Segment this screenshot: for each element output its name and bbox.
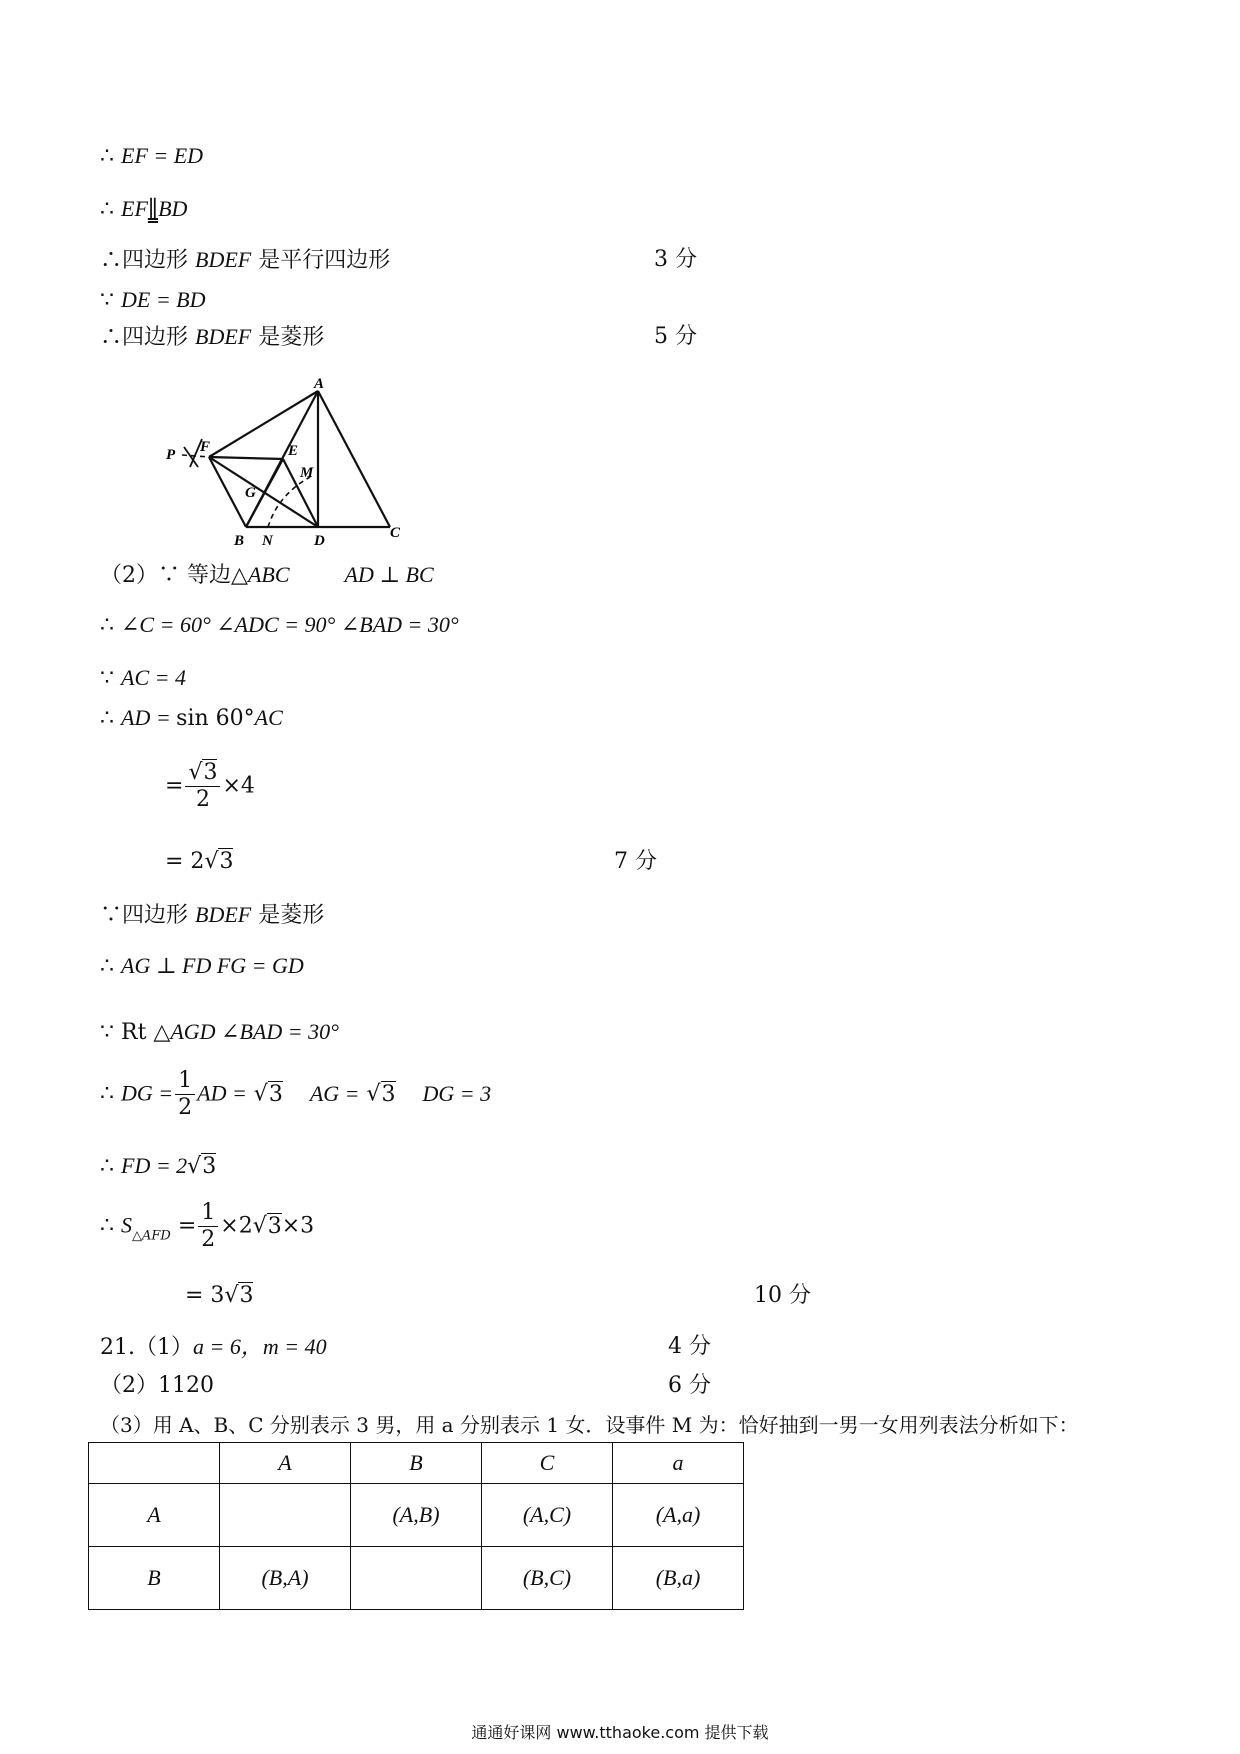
- q21-part3: （3）用 A、B、C 分别表示 3 男，用 a 分别表示 1 女．设事件 M 为：恰好抽到一男一女用列表法分析如下：: [100, 1413, 1079, 1437]
- part2-line-13: = 3√3: [185, 1283, 254, 1308]
- outcome-table: [88, 1442, 744, 1610]
- label-C: C: [390, 525, 401, 541]
- part2-line-12: ∴ $S_{\triangle AFD}$ = $\frac{1}{2}$ ×2√3×3: [100, 1200, 315, 1252]
- table-cell: a: [613, 1443, 744, 1484]
- table-cell: [220, 1484, 351, 1547]
- table-row: [89, 1484, 744, 1547]
- label-F: F: [200, 439, 211, 455]
- label-A: A: [314, 376, 325, 392]
- part2-heading: （2）∵ 等边△ABC AD ⊥ BC: [100, 562, 434, 588]
- label-N: N: [262, 533, 273, 549]
- label-P: P: [166, 447, 176, 463]
- part2-line-8: ∴ AG ⊥ FD FG = GD: [100, 953, 304, 979]
- score-7: 7 分: [614, 849, 657, 874]
- part2-line-5: = $\frac{√3}{2}$ ×4: [165, 760, 255, 812]
- table-cell: [89, 1443, 220, 1484]
- proof-line-3: ∴四边形 BDEF 是平行四边形: [100, 247, 391, 273]
- q21-part1: 21.（1）a = 6，m = 40: [100, 1334, 327, 1360]
- table-cell: (A,a): [613, 1484, 744, 1547]
- geometry-figure: [150, 375, 410, 550]
- label-E: E: [288, 443, 299, 459]
- page-footer: 通通好课网 www.tthaoke.com 提供下载: [471, 1723, 769, 1742]
- table-cell: C: [482, 1443, 613, 1484]
- part2-line-7: ∵四边形 BDEF 是菱形: [100, 902, 325, 928]
- score-3: 3 分: [654, 247, 697, 272]
- proof-line-2: ∴ EF∥BD: [100, 196, 188, 222]
- proof-line-4: ∵ DE = BD: [100, 287, 206, 313]
- table-cell: B: [351, 1443, 482, 1484]
- label-G: G: [245, 485, 256, 501]
- label-D: D: [314, 533, 325, 549]
- part2-line-9: ∵ Rt △AGD ∠BAD = 30°: [100, 1019, 339, 1045]
- part2-line-4: ∴ AD = sin 60°AC: [100, 705, 283, 731]
- score-4: 4 分: [668, 1334, 711, 1359]
- table-cell: (B,A): [220, 1547, 351, 1610]
- table-cell: (B,C): [482, 1547, 613, 1610]
- score-5: 5 分: [654, 324, 697, 349]
- proof-line-5: ∴四边形 BDEF 是菱形: [100, 324, 325, 350]
- part2-line-2: ∴ ∠C = 60° ∠ADC = 90° ∠BAD = 30°: [100, 612, 459, 638]
- table-cell: A: [220, 1443, 351, 1484]
- table-cell: (B,a): [613, 1547, 744, 1610]
- score-6: 6 分: [668, 1373, 711, 1398]
- table-cell: (A,C): [482, 1484, 613, 1547]
- table-cell: (A,B): [351, 1484, 482, 1547]
- label-M: M: [300, 465, 314, 481]
- table-row: [89, 1547, 744, 1610]
- table-cell: A: [89, 1484, 220, 1547]
- table-header-row: [89, 1443, 744, 1484]
- table-cell: [351, 1547, 482, 1610]
- part2-line-6: = 2√3: [165, 849, 234, 874]
- q21-part2: （2）1120: [100, 1373, 214, 1398]
- proof-line-1: ∴ EF = ED: [100, 143, 204, 169]
- part2-line-10: ∴ DG = $\frac{1}{2}$ AD = √3 AG = √3 DG = 3: [100, 1068, 492, 1120]
- part2-line-3: ∵ AC = 4: [100, 665, 186, 691]
- label-B: B: [234, 533, 245, 549]
- table-cell: B: [89, 1547, 220, 1610]
- part2-line-11: ∴ FD = 2√3: [100, 1153, 217, 1179]
- score-10: 10 分: [754, 1283, 811, 1308]
